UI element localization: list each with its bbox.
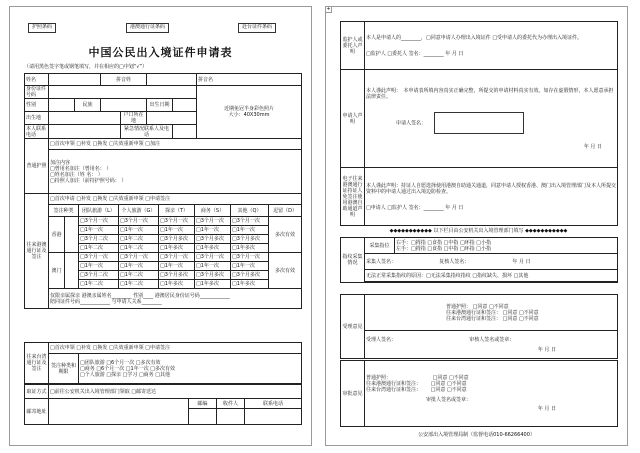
approval-opinions — [365, 361, 618, 427]
birth-date-label: 出生日期 — [147, 99, 173, 112]
macau-stay-cell[interactable]: 多次有效 — [269, 253, 302, 289]
agree-option[interactable]: □同意 — [472, 303, 488, 310]
fingerprint-date[interactable]: 年 月 日 — [512, 258, 531, 265]
macau-opt[interactable]: □1年多次 — [159, 280, 195, 289]
pinyin-given-cell[interactable] — [197, 74, 302, 86]
approval-line: 往来港澳通行证和签注： — [366, 381, 422, 387]
hk-macau-label: 往来港澳通行证及签注 — [25, 194, 49, 309]
hk-opt[interactable]: □1年一次 — [119, 226, 159, 235]
zip-field[interactable] — [189, 409, 217, 425]
macau-opt[interactable]: □3个月多次 — [195, 271, 231, 280]
e-pass-signature-line[interactable]: □申请人 □监护人 签名：________ 年 月 日 — [366, 204, 464, 211]
recipient-field[interactable] — [217, 409, 245, 425]
applicant-signature-line[interactable] — [366, 112, 616, 134]
official-use-banner: ◆◆◆◆◆◆◆◆◆◆◆ 以下栏目由公安机关出入境管理部门填写 ◆◆◆◆◆◆◆◆◆◆◆ — [389, 228, 568, 234]
approval-date[interactable]: 年 月 日 — [537, 406, 556, 412]
hk-opt[interactable]: □3个月多次 — [195, 235, 231, 244]
birth-date-field[interactable] — [173, 99, 197, 112]
recipient-phone-label: 联系电话 — [245, 399, 302, 409]
emergency-contact-field[interactable] — [173, 125, 197, 139]
form-title: 中国公民出入境证件申请表 — [88, 46, 233, 59]
hk-opt[interactable]: □1年二次 — [119, 235, 159, 244]
gender-field[interactable] — [49, 99, 75, 112]
ethnicity-field[interactable] — [101, 99, 147, 112]
photo-instruction: 近期免冠半身彩色照片 — [224, 106, 275, 112]
macau-opt[interactable]: □1年多次 — [195, 280, 231, 289]
e-pass-declaration — [365, 168, 618, 226]
col-other: 其他（Q） — [231, 205, 269, 217]
col-tour-group: 团队旅游（L） — [79, 205, 119, 217]
passport-label: 普通护照 — [25, 139, 49, 194]
relative-visit-line: 陪同证件号码____________ 与申请人关系________ — [50, 298, 162, 305]
hk-stay-cell[interactable]: 多次有效 — [269, 217, 302, 253]
pickup-options[interactable]: □前往公安机关出入境管理部门领取 □邮寄送达 — [49, 385, 302, 399]
e-pass-label: 电子往来港澳通行证持证人免签注使用港澳自助通道声明 — [341, 168, 365, 226]
emergency-contact-label: 紧急情况联系人及电话 — [121, 125, 173, 139]
passport-remark-line[interactable]: □持照人加注（前持护照号码： ） — [50, 177, 127, 184]
agree-option[interactable]: □同意 — [502, 309, 518, 316]
acceptance-opinions — [365, 295, 618, 331]
hk-macau-options[interactable]: □首次申请 □补发 □换发 □失效重新申领 □申请签注 — [49, 194, 302, 205]
id-number-label: 身份证件号码 — [25, 86, 49, 99]
macau-opt[interactable]: □3个月一次 — [195, 253, 231, 262]
guardian-signature-line[interactable]: □监护人 □委托人 签名：________ 年 月 日 — [366, 50, 464, 57]
hk-opt[interactable]: □1年二次 — [79, 244, 119, 253]
hk-opt[interactable]: □1年一次 — [159, 226, 195, 235]
acceptor-sig-label[interactable]: 受理人签名： — [366, 336, 397, 343]
passport-remark-line[interactable]: □曾用名加注（曾用名： ） — [50, 165, 112, 172]
move-handle-icon[interactable]: + — [326, 6, 331, 12]
contact-phone-label: 本人联系电话 — [25, 125, 49, 139]
finger-position-label: 采集指位 — [365, 238, 395, 254]
left-hand-options[interactable]: 左手：□拇指 □食指 □中指 □环指 □小指 — [396, 245, 491, 252]
macau-opt[interactable]: □1年一次 — [231, 262, 269, 271]
sign-type-label: 签注种类 — [49, 205, 79, 217]
guardian-statement — [365, 22, 618, 70]
acceptance-line: 往来港澳通行证和签注： — [446, 309, 502, 316]
hk-row-label: 香港 — [49, 217, 65, 253]
macau-opt[interactable]: □3个月多次 — [159, 271, 195, 280]
agree-option[interactable]: □同意 — [430, 381, 446, 387]
agree-option[interactable]: □同意 — [432, 375, 448, 381]
relative-visit-info[interactable] — [49, 289, 302, 309]
taiwan-type-line[interactable]: □团队旅游 □6个月一次 □多次有效 — [80, 359, 161, 366]
contact-phone-field[interactable] — [49, 125, 121, 139]
macau-opt[interactable]: □1年一次 — [159, 262, 195, 271]
taiwan-types — [79, 354, 302, 384]
acceptance-section — [340, 294, 618, 359]
macau-opt[interactable]: □3个月一次 — [79, 253, 119, 262]
disagree-option[interactable]: □不同意 — [518, 309, 539, 316]
approval-label: 审批意见 — [341, 361, 365, 427]
passport-remark-line[interactable]: □姓名加注（姓 名： ） — [50, 171, 103, 178]
approval-line: 普通护照： — [366, 375, 392, 381]
macau-opt[interactable]: □1年一次 — [119, 262, 159, 271]
disagree-option[interactable]: □不同意 — [448, 375, 469, 381]
macau-opt[interactable]: □1年二次 — [119, 271, 159, 280]
application-form-page-1 — [9, 6, 312, 446]
ethnicity-label: 民族 — [75, 99, 101, 112]
passport-remarks — [49, 150, 302, 194]
hk-opt[interactable]: □1年多次 — [195, 244, 231, 253]
taiwan-type-line[interactable]: □个人旅游 □探亲 □学习 □商务 □其他 — [80, 371, 170, 378]
macau-opt[interactable]: □1年一次 — [79, 262, 119, 271]
finger-position-options — [395, 238, 618, 254]
pickup-label: 取证方式 — [25, 385, 49, 399]
e-pass-text: 本人谨此声明：持证人自愿选择使用港澳自助通关通道，同意申请人授权香港、澳门出入境管理部门及本人所提交资料中的申请人通过出入境边防检查。 — [366, 182, 617, 195]
pinyin-given-label: 拼音名 — [198, 76, 214, 83]
hk-opt[interactable]: □1年一次 — [79, 226, 119, 235]
col-business: 商务（S） — [195, 205, 231, 217]
mail-address-field[interactable] — [49, 399, 189, 425]
birthplace-field[interactable] — [49, 112, 121, 125]
macau-opt[interactable]: □3个月一次 — [119, 253, 159, 262]
applicant-declaration-text: 本人谨此声明： 本申请表所填内容真实正确完整，所提交的申请材料真实有效。如存在虚假情形，本人愿意承担法律责任。 — [366, 87, 614, 100]
hk-opt[interactable]: □1年二次 — [119, 244, 159, 253]
disagree-option[interactable]: □不同意 — [446, 387, 467, 393]
disagree-option[interactable]: □不同意 — [488, 303, 509, 310]
fingerprint-label: 指纹采集情况 — [341, 238, 365, 283]
applicant-info-table — [24, 73, 302, 139]
pickup-mail-section — [24, 384, 302, 425]
macau-opt[interactable]: □3个月二次 — [79, 271, 119, 280]
name-label: 姓名 — [25, 74, 49, 86]
tw-pass-barcode-box: 赴台证件条码 — [238, 23, 276, 33]
hk-opt[interactable]: □3个月一次 — [119, 217, 159, 226]
fingerprint-section — [340, 237, 618, 283]
hk-opt[interactable]: □3个月一次 — [79, 217, 119, 226]
acceptance-line: 往来台湾通行证和签注： — [446, 315, 502, 322]
hk-opt[interactable]: □3个月一次 — [195, 217, 231, 226]
hukou-field[interactable] — [147, 112, 197, 125]
hk-opt[interactable]: □3个月二次 — [79, 235, 119, 244]
taiwan-label: 往来台湾通行证及签注 — [25, 343, 49, 384]
passport-barcode-box: 护照条码 — [28, 23, 56, 33]
reviewer-sig-label[interactable]: 复核人签名： — [439, 258, 470, 265]
col-family-visit: 探亲（T） — [159, 205, 195, 217]
hk-pass-barcode-box: 港澳通行证条码 — [126, 23, 169, 33]
collector-sig-label[interactable]: 采集人签名： — [366, 258, 397, 265]
passport-section — [24, 138, 302, 194]
disagree-option[interactable]: □不同意 — [446, 381, 467, 387]
acceptance-line: 普通护照： — [446, 303, 472, 310]
applicant-declaration-label: 申请人声明 — [341, 70, 365, 168]
birthplace-label: 出生地 — [25, 112, 49, 125]
macau-opt[interactable]: □1年二次 — [119, 280, 159, 289]
macau-opt[interactable]: □1年二次 — [79, 280, 119, 289]
photo-size: 大小：40X30mm — [228, 112, 270, 118]
taiwan-options[interactable]: □首次申领 □补发 □换发 □失效重新申领 □申请签注 — [49, 343, 302, 354]
form-note: （请用黑色签字笔或钢笔填写，并在相应的□中划“√”） — [24, 64, 148, 70]
pinyin-surname-label: 拼音姓 — [101, 74, 147, 86]
right-hand-options[interactable]: 右手：□拇指 □食指 □中指 □环指 □小指 — [396, 239, 491, 246]
taiwan-types-label: 签注种类和期限 — [49, 354, 79, 384]
fingerprint-unable-reasons[interactable]: 无法正常采集指纹的原因：□无法采集指纹指纹 □指纹缺失、损坏 □其他 — [365, 270, 618, 282]
col-stay: 逗留（D） — [269, 205, 302, 217]
approver-sig-label[interactable]: 审批人签名或签章： — [426, 397, 472, 403]
applicant-date[interactable]: 年 月 日 — [583, 143, 602, 150]
hk-opt[interactable]: □1年一次 — [231, 226, 269, 235]
pinyin-surname-field[interactable] — [147, 74, 197, 86]
acceptance-label: 受理意见 — [341, 295, 365, 359]
taiwan-section — [24, 342, 302, 384]
application-form-page-2 — [325, 6, 628, 446]
hk-opt[interactable]: □1年多次 — [159, 244, 195, 253]
taiwan-type-line[interactable]: □商务 □6个月一次 □1年一次 □多次有效 — [80, 365, 176, 372]
guardian-label: 监护人或委托人声明 — [341, 22, 365, 70]
macau-opt[interactable]: □3个月一次 — [159, 253, 195, 262]
agree-option[interactable]: □同意 — [430, 387, 446, 393]
collector-row — [365, 254, 618, 270]
mail-address-label: 邮寄地址 — [25, 399, 49, 425]
gender-label: 性别 — [25, 99, 49, 112]
hk-opt[interactable]: □3个月一次 — [159, 217, 195, 226]
hk-opt[interactable]: □3个月一次 — [231, 217, 269, 226]
hukou-label: 户口所在地 — [121, 112, 147, 125]
relative-visit-line: 仅限亲属探亲 港澳亲属姓名________ 性别____ 港澳居民身份证号码____________ — [50, 292, 230, 299]
hk-opt[interactable]: □1年多次 — [231, 244, 269, 253]
passport-remark-line: 加注内容 — [50, 159, 71, 166]
passport-options[interactable]: □首次申领 □补发 □换发 □失效重新申领 □加注 — [49, 139, 302, 150]
macau-opt[interactable]: □1年多次 — [231, 280, 269, 289]
applicant-declaration — [365, 70, 618, 168]
zip-label: 邮编 — [189, 399, 217, 409]
acceptance-date[interactable]: 年 月 日 — [537, 346, 557, 353]
col-tour-individual: 个人旅游（G） — [119, 205, 159, 217]
declarations-table — [340, 21, 618, 226]
name-field[interactable] — [49, 74, 101, 86]
hk-opt[interactable]: □1年一次 — [195, 226, 231, 235]
hk-opt[interactable]: □3个月多次 — [159, 235, 195, 244]
macau-row-label: 澳门 — [49, 253, 65, 289]
hk-macau-section — [24, 193, 302, 309]
acceptance-signatures — [365, 331, 618, 359]
applicant-signature-label: 申请人签名： — [396, 120, 427, 126]
reviewer-sig2-label[interactable]: 审核人签名或签章： — [469, 336, 515, 343]
hk-opt[interactable]: □3个月多次 — [231, 235, 269, 244]
id-number-field[interactable] — [49, 86, 197, 99]
recipient-phone-field[interactable] — [245, 409, 302, 425]
approval-section — [340, 360, 618, 427]
form-footer: 公安部出入境管理局制（监督电话010-66266400） — [418, 432, 535, 439]
recipient-label: 收件人 — [217, 399, 245, 409]
photo-box[interactable] — [197, 86, 302, 139]
guardian-text: 本人是申请人的________，□同意申请人办理出入境证件 □受申请人的委托代为办理出入境证件。 — [366, 34, 583, 41]
macau-opt[interactable]: □3个月一次 — [231, 253, 269, 262]
macau-opt[interactable]: □1年一次 — [195, 262, 231, 271]
macau-opt[interactable]: □3个月多次 — [231, 271, 269, 280]
applicant-signature-box[interactable] — [434, 112, 524, 134]
agree-option[interactable]: □同意 — [502, 315, 518, 322]
approval-line: 往来台湾通行证和签注： — [366, 387, 422, 393]
disagree-option[interactable]: □不同意 — [518, 315, 539, 322]
